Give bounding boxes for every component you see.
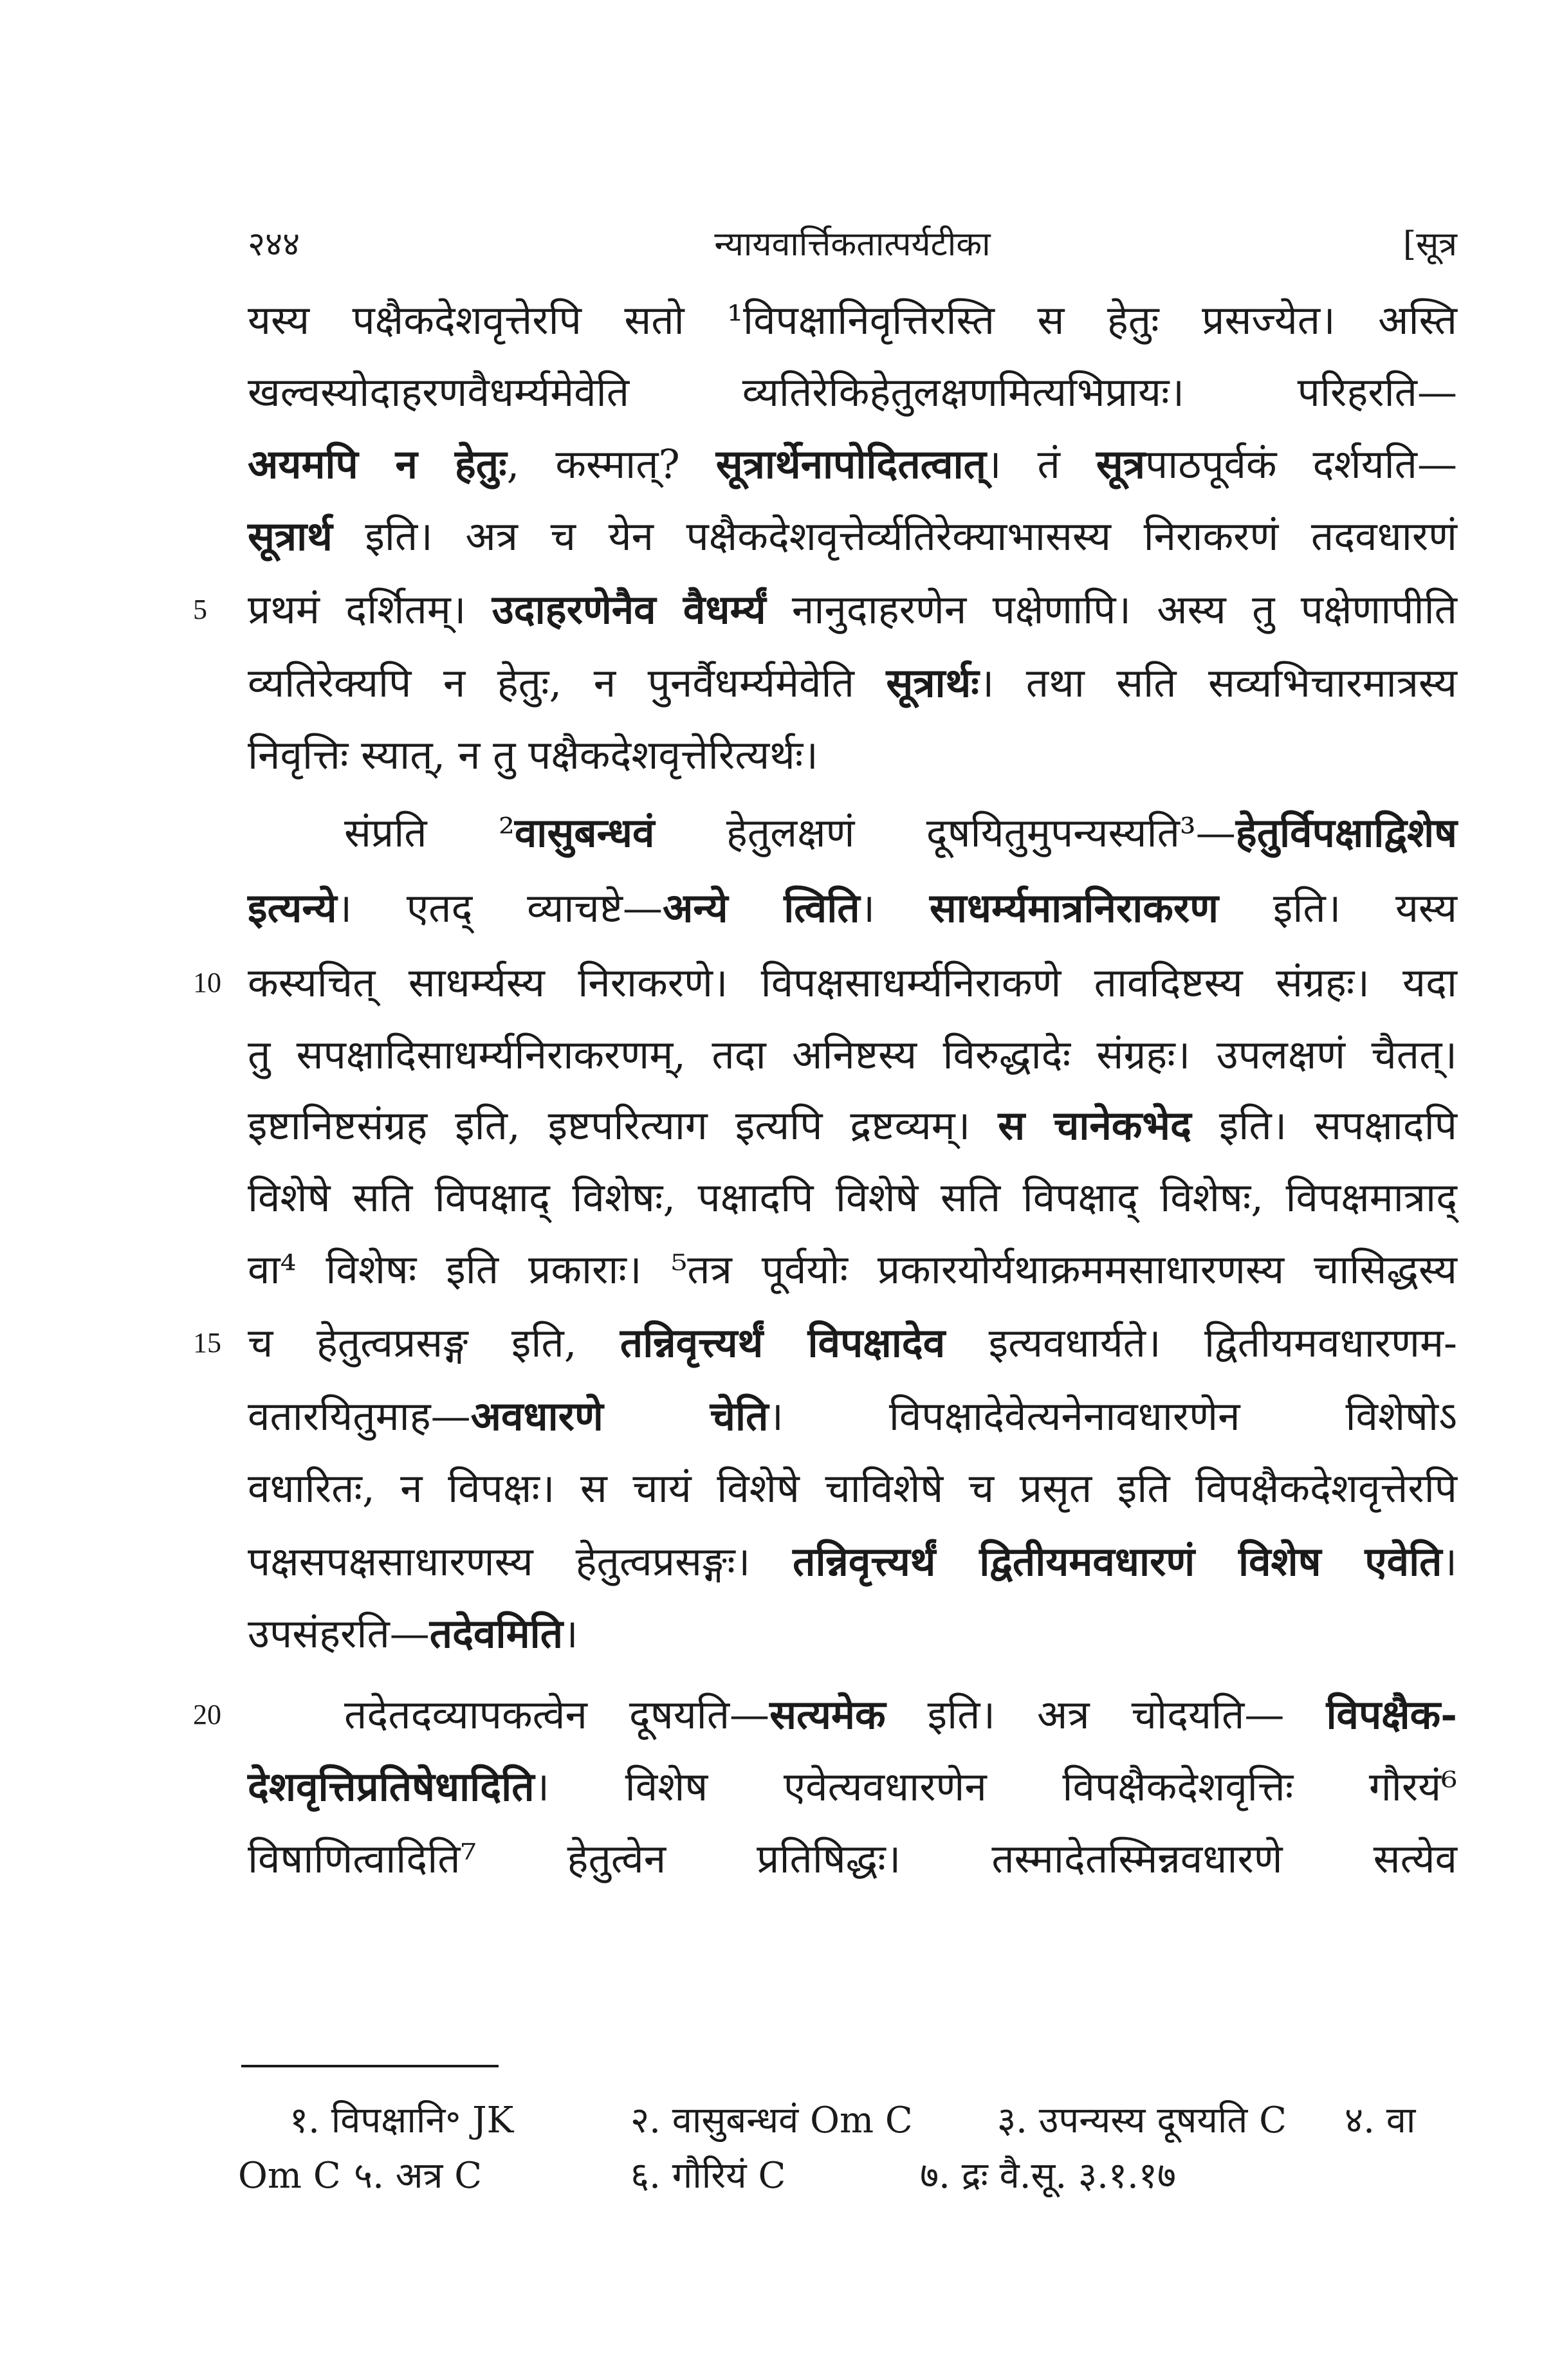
bold-phrase: वासुबन्धवं xyxy=(514,809,655,856)
text-line xyxy=(248,1094,1457,1158)
text-line xyxy=(248,1530,1457,1594)
bold-phrase: इत्यन्ये xyxy=(248,884,337,931)
text-run: विषाणित्वादिति⁷ हेतुत्वेन प्रतिषिद्धः। तस्मादेतस्मिन्नवधारणे सत्येव xyxy=(248,1835,1457,1882)
text-run: । xyxy=(1442,1538,1457,1585)
text-run: । एतद् व्याचष्टे— xyxy=(336,884,663,931)
running-title: न्यायवार्त्तिकतात्पर्यटीका xyxy=(714,225,991,264)
text-run: प्रथमं दर्शितम्। xyxy=(248,586,492,633)
bold-phrase: तन्निवृत्त्यर्थं द्वितीयमवधारणं विशेष एवेति xyxy=(793,1538,1442,1585)
text-line xyxy=(248,1238,1457,1302)
text-run: यस्य पक्षैकदेशवृत्तेरपि सतो ¹विपक्षानिवृत्तिरस्ति स हेतुः प्रसज्येत। अस्ति xyxy=(248,297,1457,343)
text-line xyxy=(248,1602,1457,1666)
bold-phrase: अन्ये त्विति xyxy=(663,884,860,931)
text-run: उपसंहरति— xyxy=(248,1610,430,1657)
text-run: इति। यस्य xyxy=(1218,884,1458,931)
footnote-rule xyxy=(241,2065,499,2067)
text-line xyxy=(248,1166,1457,1230)
text-run: इति। अत्र चोदयति— xyxy=(885,1691,1327,1738)
page-number: २४४ xyxy=(248,225,300,264)
line-number: 5 xyxy=(193,594,207,625)
bold-phrase: अयमपि न हेतुः xyxy=(248,441,507,488)
text-run: नानुदाहरणेन पक्षेणापि। अस्य तु पक्षेणापीति xyxy=(766,586,1457,633)
text-line xyxy=(248,1683,1457,1747)
text-run: तु सपक्षादिसाधर्म्यनिराकरणम्, तदा अनिष्टस्य विरुद्धादेः संग्रहः। उपलक्षणं चैतत्। xyxy=(248,1031,1457,1078)
line-number: 20 xyxy=(193,1699,221,1730)
text-line xyxy=(248,951,1457,1015)
text-line xyxy=(248,432,1457,497)
bold-phrase: साधर्म्यमात्रनिराकरण xyxy=(929,884,1219,931)
text-run: व्यतिरेक्यपि न हेतुः, न पुनर्वैधर्म्यमेवेति xyxy=(248,659,887,706)
footnote: Om C xyxy=(238,2155,341,2197)
footnote: ४. वा xyxy=(1345,2100,1416,2141)
footnote: २. वासुबन्धवं Om C xyxy=(630,2100,913,2141)
text-run: । विशेष एवेत्यवधारणेन विपक्षैकदेशवृत्तिः गौरयं⁶ xyxy=(534,1763,1457,1810)
bold-phrase: सूत्र xyxy=(1096,441,1145,488)
text-line xyxy=(248,360,1457,425)
text-line xyxy=(248,578,1457,642)
section-label: [सूत्र xyxy=(1402,225,1457,264)
text-run: इष्टानिष्टसंग्रह इति, इष्टपरित्याग इत्यपि द्रष्टव्यम्। xyxy=(248,1102,998,1149)
text-line xyxy=(248,801,1457,865)
text-run: च हेतुत्वप्रसङ्ग इति, xyxy=(248,1319,620,1366)
bold-phrase: उदाहरणेनैव वैधर्म्यं xyxy=(492,586,766,633)
text-run: विशेषे सति विपक्षाद् विशेषः, पक्षादपि विशेषे सति विपक्षाद् विशेषः, विपक्षमात्राद् xyxy=(248,1174,1457,1221)
text-line xyxy=(248,723,1457,787)
running-header xyxy=(248,220,1457,271)
footnote: ५. अत्र C xyxy=(354,2155,482,2197)
text-line xyxy=(248,1755,1457,1819)
bold-phrase: सूत्रार्थेनापोदितत्वात् xyxy=(715,441,986,488)
text-run: । xyxy=(563,1610,578,1657)
text-line xyxy=(248,1023,1457,1087)
footnote: ३. उपन्यस्य दूषयति C xyxy=(997,2100,1287,2141)
text-run: तदेतदव्यापकत्वेन दूषयति— xyxy=(344,1691,770,1738)
text-line xyxy=(248,876,1457,940)
text-run: । तथा सति सव्यभिचारमात्रस्य xyxy=(979,659,1458,706)
text-line xyxy=(248,651,1457,715)
text-run: संप्रति ² xyxy=(344,809,515,856)
line-number: 10 xyxy=(193,967,221,998)
bold-phrase: स चानेकभेद xyxy=(998,1102,1191,1149)
text-line xyxy=(248,288,1457,352)
line-number: 15 xyxy=(193,1327,221,1359)
bold-phrase: सत्यमेक xyxy=(769,1691,886,1738)
footnote: ७. द्रः वै.सू. ३.१.१७ xyxy=(920,2155,1177,2197)
text-run: । विपक्षादेवेत्यनेनावधारणेन विशेषोऽ xyxy=(768,1393,1457,1440)
text-run: इत्यवधार्यते। द्वितीयमवधारणम- xyxy=(945,1319,1457,1366)
text-line xyxy=(248,1311,1457,1375)
text-run: पक्षसपक्षसाधारणस्य हेतुत्वप्रसङ्गः। xyxy=(248,1538,793,1585)
text-run: । xyxy=(859,884,930,931)
bold-phrase: तन्निवृत्त्यर्थं विपक्षादेव xyxy=(620,1319,946,1366)
footnote-line xyxy=(238,2147,1460,2205)
footnote-line xyxy=(238,2092,1460,2150)
bold-phrase: अवधारणे चेति xyxy=(470,1393,769,1440)
text-run: खल्वस्योदाहरणवैधर्म्यमेवेति व्यतिरेकिहेतुलक्षणमित्यभिप्रायः। परिहरति— xyxy=(248,369,1457,416)
bold-phrase: हेतुर्विपक्षाद्विशेष xyxy=(1235,809,1458,856)
text-run: कस्यचित् साधर्म्यस्य निराकरणे। विपक्षसाधर्म्यनिराकणे तावदिष्टस्य संग्रहः। यदा xyxy=(248,959,1457,1006)
footnote: १. विपक्षानि॰ JK xyxy=(290,2100,514,2141)
text-line xyxy=(248,1456,1457,1521)
text-line xyxy=(248,504,1457,569)
bold-phrase: देशवृत्तिप्रतिषेधादिति xyxy=(248,1763,535,1810)
text-run: । तं xyxy=(986,441,1096,488)
bold-phrase: सूत्रार्थ xyxy=(248,513,333,560)
text-run: वतारयितुमाह— xyxy=(248,1393,471,1440)
bold-phrase: विपक्षैक- xyxy=(1326,1691,1457,1738)
footnote: ६. गौरियं C xyxy=(630,2155,786,2197)
text-run: इति। अत्र च येन पक्षैकदेशवृत्तेर्व्यतिरेक्याभासस्य निराकरणं तदवधारणं xyxy=(332,513,1457,560)
text-run: , कस्मात्? xyxy=(506,441,716,488)
text-run: हेतुलक्षणं दूषयितुमुपन्यस्यति³— xyxy=(654,809,1236,856)
text-run: वधारितः, न विपक्षः। स चायं विशेषे चाविशेषे च प्रसृत इति विपक्षैकदेशवृत्तेरपि xyxy=(248,1465,1457,1512)
bold-phrase: सूत्रार्थः xyxy=(886,659,979,706)
text-line xyxy=(248,1384,1457,1449)
text-run: वा⁴ विशेषः इति प्रकाराः। ⁵तत्र पूर्वयोः प्रकारयोर्यथाक्रममसाधारणस्य चासिद्धस्य xyxy=(248,1246,1457,1293)
bold-phrase: तदेवमिति xyxy=(429,1610,564,1657)
text-run: पाठपूर्वकं दर्शयति— xyxy=(1144,441,1457,488)
text-run: इति। सपक्षादपि xyxy=(1191,1102,1457,1149)
text-line xyxy=(248,1827,1457,1891)
text-run: निवृत्तिः स्यात्, न तु पक्षैकदेशवृत्तेरित्यर्थः। xyxy=(248,731,818,778)
